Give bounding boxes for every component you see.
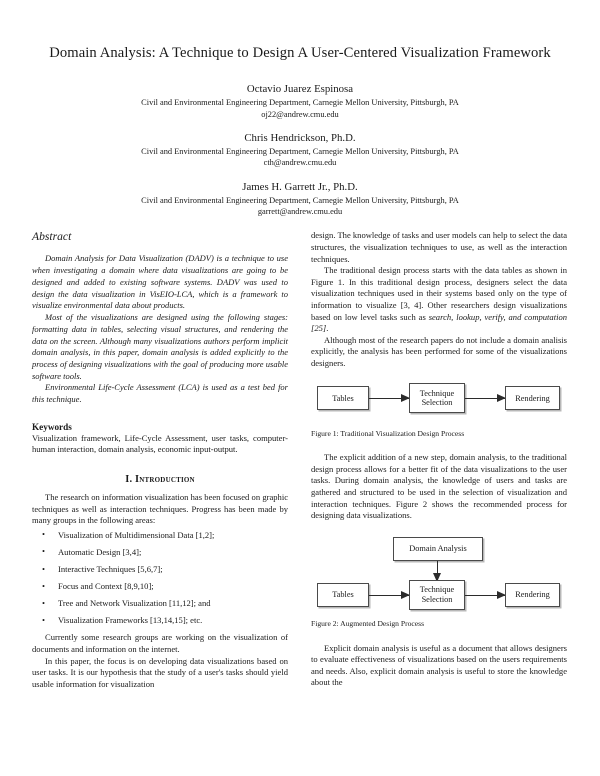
- list-item: • Tree and Network Visualization [11,12]; and: [32, 598, 288, 610]
- right-paragraph-5: Explicit domain analysis is useful as a document that allows designers to evaluate effectiveness of visualizations based on the users requirements and needs. Also, explicit domain analysis is useful to store the knowledge about the: [311, 642, 567, 688]
- node-technique-line-2: Selection: [421, 398, 453, 408]
- node-technique-selection: [409, 383, 465, 413]
- figure-2-caption: Figure 2: Augmented Design Process: [311, 618, 425, 628]
- figure-1-diagram: [311, 382, 567, 416]
- author-name: Octavio Juarez Espinosa: [246, 83, 354, 96]
- author-block-2: [32, 131, 568, 169]
- arrow-technique-to-rendering: [465, 398, 505, 399]
- author-affiliation: Civil and Environmental Engineering Department, Carnegie Mellon University, Pittsburgh, PA: [141, 98, 459, 108]
- abstract-paragraph-1: Domain Analysis for Data Visualization (DADV) is a technique to use when investigating a domain where data visualizations are going to be designed and added to existing software systems. DADV was used to design the data visualization in VisEIO-LCA, which is a framework to visualize environmental data about products.: [32, 253, 288, 311]
- keywords-text: Visualization framework, Life-Cycle Assessment, user tasks, computer-human interaction, domain analysis, economic input-output.: [32, 432, 288, 455]
- right-paragraph-4: The explicit addition of a new step, domain analysis, to the traditional design process allows for a better fit of the data visualizations to the user tasks. During domain analysis, the knowledge of users and tasks are gathered and structured to be used in the selection of visualization and interaction techniques. Figure 2 shows the recommended process for designing data visualizations.: [311, 452, 567, 521]
- right-paragraph-2: [311, 265, 567, 334]
- page-title: Domain Analysis: A Technique to Design A User-Centered Visualization Framework: [49, 45, 551, 61]
- right-column: [311, 230, 567, 690]
- list-item: • Focus and Context [8,9,10];: [32, 581, 288, 593]
- node-tables: Tables: [317, 386, 369, 410]
- list-item: • Automatic Design [3,4];: [32, 547, 288, 559]
- author-email[interactable]: garrett@andrew.cmu.edu: [257, 207, 343, 217]
- node-rendering: Rendering: [505, 386, 560, 410]
- node-technique-selection: [409, 580, 465, 610]
- introduction-heading: I. Introduction: [125, 474, 195, 486]
- arrow-technique-to-rendering: [465, 595, 505, 596]
- author-affiliation: Civil and Environmental Engineering Department, Carnegie Mellon University, Pittsburgh, PA: [141, 195, 459, 205]
- node-technique-line-1: Technique: [419, 584, 455, 594]
- list-item: • Visualization Frameworks [13,14,15]; etc.: [32, 615, 288, 627]
- figure-2-diagram: [311, 535, 567, 613]
- author-name: Chris Hendrickson, Ph.D.: [244, 131, 356, 144]
- intro-paragraph-1: The research on information visualization has been focused on graphic techniques as well as interaction techniques. Progress has been made by many groups in the following areas:: [32, 492, 288, 526]
- list-item: • Visualization of Multidimensional Data [1,2];: [32, 530, 288, 542]
- node-tables: Tables: [317, 583, 369, 607]
- author-block-3: [32, 180, 568, 218]
- figure-1: [311, 382, 567, 439]
- author-email[interactable]: cth@andrew.cmu.edu: [263, 158, 337, 168]
- left-column: [32, 230, 288, 690]
- node-rendering: Rendering: [505, 583, 560, 607]
- right-paragraph-1: design. The knowledge of tasks and user models can help to select the data structures, the visualization techniques to use, as well as the interaction techniques.: [311, 230, 567, 264]
- node-technique-line-1: Technique: [419, 388, 455, 398]
- intro-paragraph-2: Currently some research groups are working on the visualization of documents and information on the internet.: [32, 632, 288, 655]
- intro-paragraph-3: In this paper, the focus is on developing data visualizations based on user tasks. It is our hypothesis that the study of a user's tasks should yield usable information for visualization: [32, 655, 288, 689]
- abstract-paragraph-3: Environmental Life-Cycle Assessment (LCA) is used as a test bed for this technique.: [32, 382, 288, 405]
- node-technique-line-2: Selection: [421, 594, 453, 604]
- paragraph-2-period: .: [326, 323, 329, 334]
- research-areas-list: [32, 530, 288, 627]
- abstract-paragraph-2: Most of the visualizations are designed using the following stages: formatting data in tables, selecting visual structures, and rendering the data on the screen. Although many visualizations authors perform implicit domain analysis, in this paper, domain analysis is added explicitly to the process of designing visualizations with the goal of producing more usable software tools.: [32, 312, 288, 381]
- abstract-heading: Abstract: [32, 230, 72, 244]
- list-item: • Interactive Techniques [5,6,7];: [32, 564, 288, 576]
- author-affiliation: Civil and Environmental Engineering Department, Carnegie Mellon University, Pittsburgh, PA: [141, 147, 459, 157]
- author-email[interactable]: oj22@andrew.cmu.edu: [261, 109, 339, 119]
- right-paragraph-3: Although most of the research papers do not include a domain analisis explicitly, the analysis has been performed for some of the visualizations designers.: [311, 334, 567, 368]
- arrow-tables-to-technique: [369, 398, 409, 399]
- paragraph-2-italic-tasks: search, lookup, verify, and computation [25]: [311, 311, 567, 334]
- body-columns: [32, 230, 568, 690]
- arrow-domain-analysis-to-technique: [437, 561, 438, 581]
- node-domain-analysis: Domain Analysis: [393, 537, 483, 561]
- arrow-tables-to-technique: [369, 595, 409, 596]
- figure-2: [311, 535, 567, 629]
- paragraph-2-text: The traditional design process starts with the data tables as shown in Figure 1. In this traditional design process, designers select the data visualization techniques used in their systems based only on the type of information to visualize [3, 4]. Other researchers design visualizations based on low level tasks such as: [311, 265, 567, 322]
- keywords-heading: Keywords: [32, 421, 72, 432]
- author-block-1: [32, 82, 568, 120]
- figure-1-caption: Figure 1: Traditional Visualization Design Process: [311, 429, 465, 439]
- author-name: James H. Garrett Jr., Ph.D.: [242, 180, 358, 193]
